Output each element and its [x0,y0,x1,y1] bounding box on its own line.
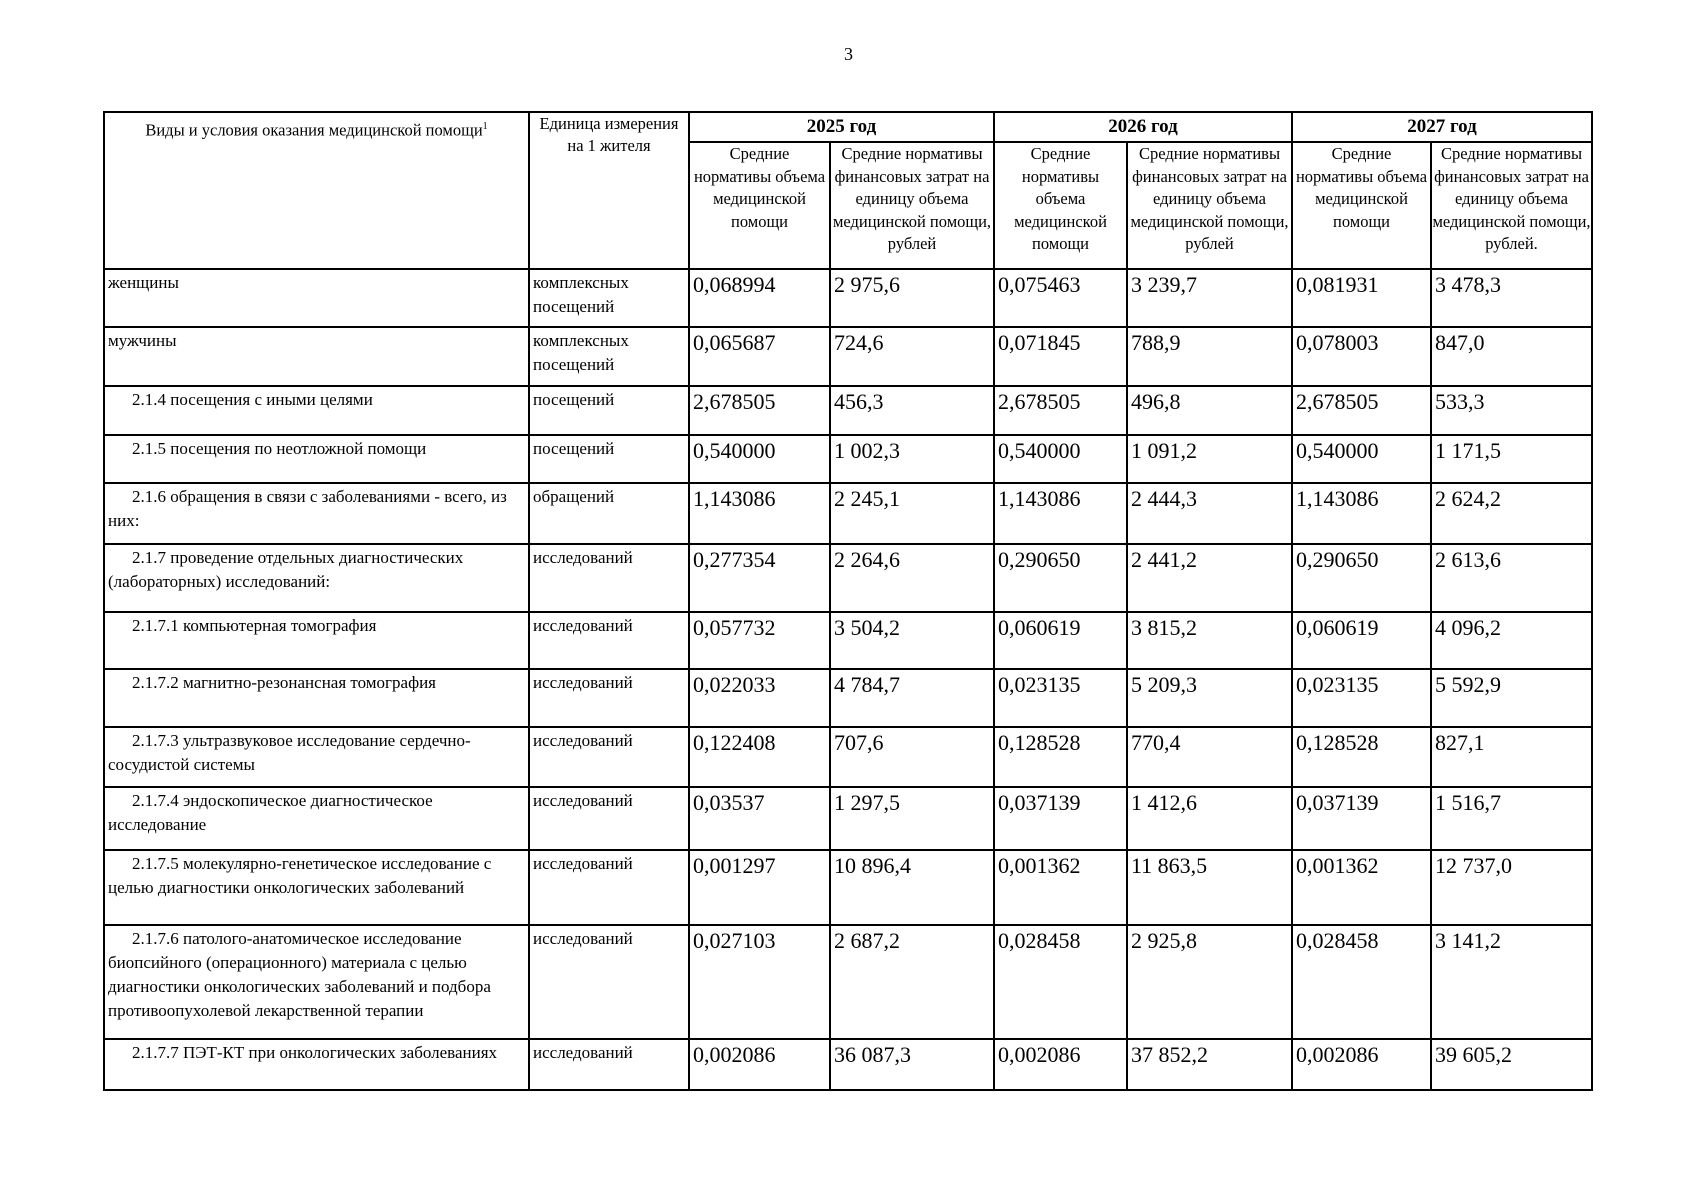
value-cost-2026: 788,9 [1131,330,1181,355]
row-value-cell [689,544,830,612]
value-vol-2025: 0,002086 [693,1042,776,1067]
header-cost-2026: Средние нормативы финансовых затрат на единицу объема медицинской помощи, рублей [1127,142,1292,269]
header-cost-2027: Средние нормативы финансовых затрат на единицу объема медицинской помощи, рублей. [1431,142,1592,269]
header-year-2027: 2027 год [1292,112,1592,142]
value-vol-2026: 2,678505 [998,389,1081,414]
value-cost-2026: 770,4 [1131,730,1181,755]
row-unit: исследований [533,791,633,810]
table-row [104,612,1592,669]
row-unit-cell [529,925,689,1039]
value-cost-2027: 3 478,3 [1435,272,1501,297]
row-unit: исследований [533,1043,633,1062]
value-vol-2027: 1,143086 [1296,486,1379,511]
value-cost-2025: 707,6 [834,730,884,755]
table-row [104,269,1592,327]
value-vol-2027: 0,540000 [1296,438,1379,463]
header-type-cell [104,112,529,269]
row-value-cell [1292,850,1431,925]
page-number: 3 [844,44,853,64]
row-value-cell [1431,544,1592,612]
row-value-cell [994,612,1127,669]
row-value-cell [689,1039,830,1090]
row-value-cell [1127,483,1292,544]
value-cost-2027: 533,3 [1435,389,1485,414]
value-cost-2027: 1 516,7 [1435,790,1501,815]
table-row [104,669,1592,727]
value-cost-2025: 1 297,5 [834,790,900,815]
row-name-cell [104,925,529,1039]
value-vol-2026: 0,028458 [998,928,1081,953]
row-value-cell [1431,435,1592,483]
table-row [104,850,1592,925]
row-value-cell [830,925,994,1039]
row-name-cell [104,386,529,435]
row-value-cell [1431,925,1592,1039]
row-value-cell [1127,435,1292,483]
row-value-cell [1431,1039,1592,1090]
row-value-cell [689,787,830,850]
value-vol-2026: 0,290650 [998,547,1081,572]
row-value-cell [830,386,994,435]
value-cost-2025: 724,6 [834,330,884,355]
row-value-cell [689,669,830,727]
value-vol-2027: 0,001362 [1296,853,1379,878]
value-vol-2025: 0,277354 [693,547,776,572]
table-row [104,435,1592,483]
standards-table [103,111,1593,1091]
row-value-cell [689,612,830,669]
value-cost-2027: 847,0 [1435,330,1485,355]
value-vol-2027: 0,081931 [1296,272,1379,297]
row-value-cell [689,850,830,925]
value-vol-2025: 0,057732 [693,615,776,640]
row-unit: исследований [533,854,633,873]
row-value-cell [689,269,830,327]
row-value-cell [1127,544,1292,612]
row-value-cell [1127,925,1292,1039]
row-unit-cell [529,787,689,850]
header-type-label: Виды и условия оказания медицинской помощи [145,120,483,140]
row-unit: комплексных посещений [533,273,629,316]
row-value-cell [830,483,994,544]
value-cost-2026: 3 239,7 [1131,272,1197,297]
row-value-cell [1292,787,1431,850]
value-cost-2026: 2 444,3 [1131,486,1197,511]
value-cost-2025: 1 002,3 [834,438,900,463]
value-vol-2025: 0,03537 [693,790,765,815]
row-value-cell [689,925,830,1039]
value-vol-2027: 0,128528 [1296,730,1379,755]
value-cost-2027: 2 624,2 [1435,486,1501,511]
value-vol-2025: 0,540000 [693,438,776,463]
row-unit-cell [529,483,689,544]
value-vol-2026: 0,023135 [998,672,1081,697]
row-name: 2.1.7.4 эндоскопическое диагностическое исследование [108,791,433,834]
row-value-cell [994,435,1127,483]
row-value-cell [994,925,1127,1039]
header-year-2025: 2025 год [689,112,994,142]
row-name-cell [104,483,529,544]
row-name-cell [104,727,529,787]
row-unit: исследований [533,616,633,635]
row-unit-cell [529,386,689,435]
row-name-cell [104,787,529,850]
row-name: 2.1.7.6 патолого-анатомическое исследование биопсийного (операционного) материала с целью диагностики онкологических заболеваний и подбора противоопухолевой лекарственной терапии [108,929,491,1020]
row-value-cell [1127,787,1292,850]
row-name-cell [104,669,529,727]
row-value-cell [1127,669,1292,727]
row-value-cell [994,850,1127,925]
row-value-cell [830,612,994,669]
header-year-2026: 2026 год [994,112,1292,142]
row-value-cell [689,386,830,435]
table-row [104,483,1592,544]
row-value-cell [1292,269,1431,327]
row-name-cell [104,327,529,386]
header-volume-2027: Средние нормативы объема медицинской помощи [1292,142,1431,269]
row-value-cell [1431,850,1592,925]
row-unit-cell [529,727,689,787]
row-value-cell [1292,1039,1431,1090]
value-cost-2027: 39 605,2 [1435,1042,1512,1067]
value-cost-2026: 1 412,6 [1131,790,1197,815]
row-value-cell [994,787,1127,850]
value-cost-2025: 456,3 [834,389,884,414]
row-unit-cell [529,669,689,727]
row-value-cell [1127,386,1292,435]
row-unit: исследований [533,731,633,750]
value-cost-2026: 37 852,2 [1131,1042,1208,1067]
header-cost-2025: Средние нормативы финансовых затрат на единицу объема медицинской помощи, рублей [830,142,994,269]
value-cost-2026: 2 925,8 [1131,928,1197,953]
header-volume-2026: Средние нормативы объема медицинской помощи [994,142,1127,269]
value-vol-2027: 0,028458 [1296,928,1379,953]
row-value-cell [689,327,830,386]
row-value-cell [1431,612,1592,669]
row-value-cell [1127,727,1292,787]
table-row [104,787,1592,850]
row-unit: обращений [533,487,615,506]
value-vol-2025: 0,022033 [693,672,776,697]
row-unit-cell [529,327,689,386]
row-unit: исследований [533,929,633,948]
footnote-mark: 1 [482,121,488,132]
row-name: мужчины [108,331,177,350]
row-value-cell [1431,727,1592,787]
value-cost-2027: 2 613,6 [1435,547,1501,572]
row-name: 2.1.7.5 молекулярно-генетическое исследование с целью диагностики онкологических заболеваний [108,854,492,897]
row-name-cell [104,544,529,612]
table-row [104,544,1592,612]
value-vol-2027: 0,023135 [1296,672,1379,697]
table-row [104,1039,1592,1090]
value-vol-2026: 0,002086 [998,1042,1081,1067]
value-cost-2026: 5 209,3 [1131,672,1197,697]
row-value-cell [994,727,1127,787]
value-vol-2025: 1,143086 [693,486,776,511]
row-value-cell [1431,787,1592,850]
row-value-cell [830,269,994,327]
row-unit-cell [529,1039,689,1090]
value-cost-2025: 36 087,3 [834,1042,911,1067]
row-name: 2.1.6 обращения в связи с заболеваниями - всего, из них: [108,487,507,530]
row-name: 2.1.7.1 компьютерная томография [132,616,377,635]
value-vol-2027: 0,037139 [1296,790,1379,815]
row-value-cell [994,483,1127,544]
value-vol-2027: 2,678505 [1296,389,1379,414]
row-value-cell [1127,269,1292,327]
row-value-cell [830,727,994,787]
row-value-cell [1292,386,1431,435]
value-vol-2026: 0,060619 [998,615,1081,640]
row-value-cell [994,669,1127,727]
row-value-cell [1431,483,1592,544]
row-value-cell [830,669,994,727]
row-value-cell [994,327,1127,386]
row-value-cell [830,435,994,483]
value-cost-2026: 3 815,2 [1131,615,1197,640]
row-value-cell [1292,669,1431,727]
row-name-cell [104,269,529,327]
row-name-cell [104,1039,529,1090]
value-vol-2025: 0,068994 [693,272,776,297]
row-unit-cell [529,850,689,925]
value-vol-2025: 0,027103 [693,928,776,953]
row-name: 2.1.4 посещения с иными целями [132,390,373,409]
row-value-cell [689,483,830,544]
row-unit: исследований [533,673,633,692]
row-value-cell [1431,669,1592,727]
value-cost-2025: 3 504,2 [834,615,900,640]
row-value-cell [1292,612,1431,669]
row-value-cell [994,1039,1127,1090]
row-value-cell [689,435,830,483]
row-value-cell [1292,327,1431,386]
value-vol-2026: 0,075463 [998,272,1081,297]
row-name: 2.1.7.2 магнитно-резонансная томография [132,673,436,692]
row-value-cell [1127,1039,1292,1090]
row-value-cell [830,1039,994,1090]
row-name: 2.1.5 посещения по неотложной помощи [132,439,427,458]
header-unit-cell [529,112,689,269]
value-vol-2025: 2,678505 [693,389,776,414]
row-value-cell [830,544,994,612]
value-cost-2026: 496,8 [1131,389,1181,414]
row-value-cell [1292,925,1431,1039]
value-vol-2025: 0,122408 [693,730,776,755]
row-value-cell [830,327,994,386]
row-unit: исследований [533,548,633,567]
value-cost-2026: 11 863,5 [1131,853,1208,878]
value-vol-2026: 0,001362 [998,853,1081,878]
row-name-cell [104,612,529,669]
row-value-cell [1431,386,1592,435]
row-name: 2.1.7.3 ультразвуковое исследование сердечно-сосудистой системы [108,731,471,774]
row-unit: комплексных посещений [533,331,629,374]
row-value-cell [1431,269,1592,327]
value-cost-2027: 827,1 [1435,730,1485,755]
value-cost-2025: 2 975,6 [834,272,900,297]
row-unit-cell [529,269,689,327]
row-value-cell [689,727,830,787]
value-vol-2027: 0,290650 [1296,547,1379,572]
value-cost-2025: 4 784,7 [834,672,900,697]
header-unit-label: Единица измерения на 1 жителя [539,114,679,155]
row-value-cell [1127,327,1292,386]
value-vol-2026: 0,071845 [998,330,1081,355]
row-unit: посещений [533,439,615,458]
value-cost-2026: 2 441,2 [1131,547,1197,572]
value-cost-2027: 3 141,2 [1435,928,1501,953]
value-cost-2027: 4 096,2 [1435,615,1501,640]
row-value-cell [994,544,1127,612]
row-unit-cell [529,435,689,483]
row-value-cell [1292,435,1431,483]
value-vol-2025: 0,065687 [693,330,776,355]
value-vol-2027: 0,002086 [1296,1042,1379,1067]
row-unit: посещений [533,390,615,409]
value-vol-2026: 0,540000 [998,438,1081,463]
row-value-cell [1292,544,1431,612]
value-cost-2025: 2 687,2 [834,928,900,953]
value-cost-2025: 2 245,1 [834,486,900,511]
value-vol-2026: 0,037139 [998,790,1081,815]
value-cost-2027: 5 592,9 [1435,672,1501,697]
row-name: женщины [108,273,179,292]
value-cost-2027: 12 737,0 [1435,853,1512,878]
value-vol-2026: 1,143086 [998,486,1081,511]
row-value-cell [994,269,1127,327]
row-value-cell [994,386,1127,435]
row-value-cell [1292,727,1431,787]
row-value-cell [1431,327,1592,386]
table-row [104,925,1592,1039]
row-name-cell [104,850,529,925]
value-cost-2027: 1 171,5 [1435,438,1501,463]
row-value-cell [830,787,994,850]
row-name-cell [104,435,529,483]
row-value-cell [1127,612,1292,669]
value-vol-2025: 0,001297 [693,853,776,878]
value-cost-2025: 10 896,4 [834,853,911,878]
header-volume-2025: Средние нормативы объема медицинской помощи [689,142,830,269]
row-unit-cell [529,544,689,612]
row-name: 2.1.7.7 ПЭТ-КТ при онкологических заболеваниях [132,1043,498,1062]
header-row-years [104,112,1592,142]
value-cost-2026: 1 091,2 [1131,438,1197,463]
value-vol-2027: 0,060619 [1296,615,1379,640]
table-row [104,327,1592,386]
table-row [104,386,1592,435]
row-value-cell [1292,483,1431,544]
row-value-cell [1127,850,1292,925]
row-name: 2.1.7 проведение отдельных диагностических (лабораторных) исследований: [108,548,464,591]
table-row [104,727,1592,787]
row-value-cell [830,850,994,925]
value-vol-2027: 0,078003 [1296,330,1379,355]
value-cost-2025: 2 264,6 [834,547,900,572]
row-unit-cell [529,612,689,669]
value-vol-2026: 0,128528 [998,730,1081,755]
